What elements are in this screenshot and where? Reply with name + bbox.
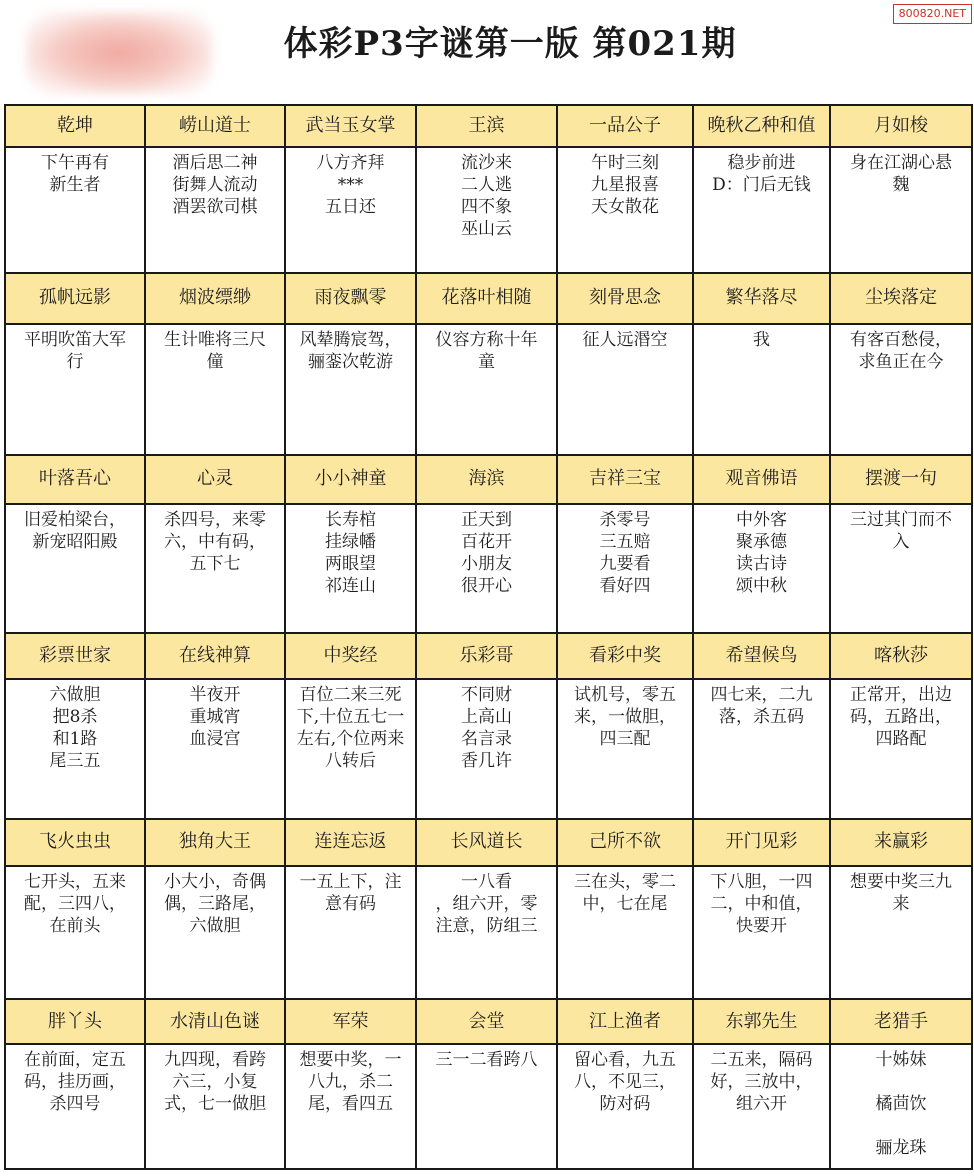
riddle-cell — [557, 147, 693, 272]
expert-name-cell: 老猎手 — [830, 999, 972, 1043]
riddle-cell — [416, 866, 557, 999]
riddle-text: 留心看，九五 八，不见三， 防对码 — [574, 1049, 676, 1114]
expert-name-cell: 飞火虫虫 — [5, 819, 145, 866]
riddle-cell — [285, 147, 416, 272]
expert-name-cell: 己所不欲 — [557, 819, 693, 866]
riddle-text: 不同财 上高山 名言录 香几许 — [461, 685, 512, 772]
expert-name-cell: 小小神童 — [285, 455, 416, 503]
riddle-text: 一五上下，注 意有码 — [299, 872, 402, 915]
riddle-text: 杀零号 三五赔 九要看 看好四 — [599, 509, 651, 596]
expert-name-cell: 摆渡一句 — [830, 455, 972, 503]
expert-name-cell: 晚秋乙种和值 — [693, 105, 830, 147]
riddle-text: 仪容方称十年 童 — [435, 330, 538, 373]
riddle-cell — [557, 324, 693, 455]
riddle-text: 小大小，奇偶 偶，三路尾， 六做胆 — [164, 872, 266, 937]
expert-name-cell: 江上渔者 — [557, 999, 693, 1043]
riddle-text: 风辇腾宸驾， 骊銮次乾游 — [299, 330, 402, 373]
riddle-text: 酒后思二神 街舞人流动 酒罢欲司棋 — [172, 153, 258, 218]
expert-name-cell: 军荣 — [285, 999, 416, 1043]
content-row — [5, 324, 972, 455]
riddle-text: 平明吹笛大军 行 — [24, 330, 126, 373]
content-row — [5, 679, 972, 818]
riddle-text: 六做胆 把8杀 和1路 尾三五 — [49, 685, 101, 772]
expert-name-cell: 独角大王 — [145, 819, 285, 866]
expert-name-cell: 刻骨思念 — [557, 273, 693, 324]
expert-name-cell: 来赢彩 — [830, 819, 972, 866]
page-header — [0, 0, 974, 100]
riddle-text: 试机号，零五 来，一做胆， 四三配 — [574, 685, 676, 750]
expert-name-cell: 武当玉女掌 — [285, 105, 416, 147]
expert-name-cell: 开门见彩 — [693, 819, 830, 866]
riddle-text: 正天到 百花开 小朋友 很开心 — [461, 509, 512, 596]
content-row — [5, 504, 972, 633]
riddle-text: 稳步前进 D：门后无钱 — [712, 153, 811, 196]
riddle-text: 正常开，出边 码，五路出， 四路配 — [850, 685, 952, 750]
riddle-text: 在前面，定五 码，挂历画， 杀四号 — [24, 1049, 126, 1114]
riddle-grid — [4, 104, 973, 1170]
riddle-cell — [830, 866, 972, 999]
expert-name-cell: 连连忘返 — [285, 819, 416, 866]
header-row — [5, 999, 972, 1043]
riddle-cell — [285, 679, 416, 818]
expert-name-cell: 乐彩哥 — [416, 633, 557, 679]
riddle-cell — [5, 1044, 145, 1169]
riddle-text: 一八看 ，组六开，零 注意，防组三 — [435, 872, 538, 937]
header-row — [5, 273, 972, 324]
riddle-cell — [145, 866, 285, 999]
riddle-text: 半夜开 重城宵 血浸宫 — [189, 685, 241, 750]
riddle-cell — [145, 504, 285, 633]
riddle-text: 长寿棺 挂绿幡 两眼望 祁连山 — [325, 509, 376, 596]
expert-name-cell: 尘埃落定 — [830, 273, 972, 324]
expert-name-cell: 希望候鸟 — [693, 633, 830, 679]
riddle-text: 征人远湣空 — [582, 330, 668, 351]
riddle-cell — [145, 1044, 285, 1169]
riddle-cell — [693, 324, 830, 455]
expert-name-cell: 海滨 — [416, 455, 557, 503]
riddle-text: 有客百愁侵， 求鱼正在今 — [850, 330, 952, 373]
riddle-cell — [557, 866, 693, 999]
riddle-text: 三一二看跨八 — [435, 1049, 538, 1070]
riddle-cell — [693, 1044, 830, 1169]
riddle-text: 生计唯将三尺 僮 — [164, 330, 266, 373]
expert-name-cell: 烟波缥缈 — [145, 273, 285, 324]
riddle-text: 杀四号，来零 六，中有码， 五下七 — [164, 509, 266, 574]
expert-name-cell: 长风道长 — [416, 819, 557, 866]
riddle-cell — [285, 324, 416, 455]
expert-name-cell: 在线神算 — [145, 633, 285, 679]
riddle-text: 四七来，二九 落，杀五码 — [710, 685, 813, 728]
riddle-text: 九四现，看跨 六三，小复 式，七一做胆 — [164, 1049, 266, 1114]
expert-name-cell: 心灵 — [145, 455, 285, 503]
riddle-cell — [557, 679, 693, 818]
site-watermark-badge: 800820.NET — [893, 4, 972, 24]
page-title: 体彩P3字谜第一版 第021期 — [283, 24, 737, 64]
riddle-cell — [416, 147, 557, 272]
expert-name-cell: 东郭先生 — [693, 999, 830, 1043]
expert-name-cell: 胖丫头 — [5, 999, 145, 1043]
riddle-cell — [145, 679, 285, 818]
riddle-cell — [145, 324, 285, 455]
expert-name-cell: 崂山道士 — [145, 105, 285, 147]
riddle-cell — [285, 866, 416, 999]
riddle-text: 三在头，零二 中，七在尾 — [574, 872, 676, 915]
expert-name-cell: 花落叶相随 — [416, 273, 557, 324]
expert-name-cell: 繁华落尽 — [693, 273, 830, 324]
riddle-cell — [5, 147, 145, 272]
riddle-cell — [693, 504, 830, 633]
expert-name-cell: 王滨 — [416, 105, 557, 147]
header-row — [5, 633, 972, 679]
riddle-text: 中外客 聚承德 读古诗 颂中秋 — [736, 509, 787, 596]
content-row — [5, 147, 972, 272]
riddle-cell — [830, 147, 972, 272]
riddle-text: 旧爱柏梁台， 新宠昭阳殿 — [24, 509, 126, 552]
expert-name-cell: 孤帆远影 — [5, 273, 145, 324]
riddle-cell — [830, 1044, 972, 1169]
riddle-text: 午时三刻 九星报喜 天女散花 — [591, 153, 659, 218]
riddle-cell — [416, 1044, 557, 1169]
riddle-text: 身在江湖心悬 魏 — [850, 153, 952, 196]
riddle-text: 二五来，隔码 好，三放中， 组六开 — [710, 1049, 813, 1114]
expert-name-cell: 观音佛语 — [693, 455, 830, 503]
riddle-cell — [693, 679, 830, 818]
riddle-cell — [830, 504, 972, 633]
riddle-cell — [693, 866, 830, 999]
expert-name-cell: 叶落吾心 — [5, 455, 145, 503]
riddle-cell — [5, 679, 145, 818]
riddle-text: 七开头，五来 配，三四八， 在前头 — [24, 872, 126, 937]
header-row — [5, 105, 972, 147]
riddle-text: 八方齐拜 *** 五日还 — [316, 153, 385, 218]
riddle-cell — [5, 324, 145, 455]
expert-name-cell: 吉祥三宝 — [557, 455, 693, 503]
riddle-text: 流沙来 二人逃 四不象 巫山云 — [461, 153, 512, 240]
riddle-cell — [830, 679, 972, 818]
riddle-cell — [5, 504, 145, 633]
riddle-text: 我 — [753, 330, 770, 351]
expert-name-cell: 一品公子 — [557, 105, 693, 147]
content-row — [5, 866, 972, 999]
expert-name-cell: 水清山色谜 — [145, 999, 285, 1043]
expert-name-cell: 喀秋莎 — [830, 633, 972, 679]
riddle-cell — [145, 147, 285, 272]
riddle-cell — [5, 866, 145, 999]
riddle-text: 百位二来三死 下,十位五七一 左右,个位两来 八转后 — [296, 685, 405, 772]
expert-name-cell: 月如梭 — [830, 105, 972, 147]
riddle-cell — [285, 1044, 416, 1169]
riddle-text: 下午再有 新生者 — [41, 153, 109, 196]
riddle-text: 三过其门而不 入 — [850, 509, 952, 552]
header-row — [5, 819, 972, 866]
riddle-cell — [557, 1044, 693, 1169]
riddle-text: 想要中奖三九 来 — [850, 872, 952, 915]
riddle-cell — [557, 504, 693, 633]
expert-name-cell: 会堂 — [416, 999, 557, 1043]
riddle-cell — [693, 147, 830, 272]
riddle-cell — [416, 679, 557, 818]
riddle-cell — [285, 504, 416, 633]
expert-name-cell: 雨夜飘零 — [285, 273, 416, 324]
expert-name-cell: 中奖经 — [285, 633, 416, 679]
content-row — [5, 1044, 972, 1169]
expert-name-cell: 彩票世家 — [5, 633, 145, 679]
expert-name-cell: 看彩中奖 — [557, 633, 693, 679]
blurred-logo — [26, 12, 212, 94]
riddle-text: 想要中奖，一 八九，杀二 尾，看四五 — [299, 1049, 402, 1114]
riddle-cell — [416, 324, 557, 455]
riddle-text: 下八胆，一四 二，中和值， 快要开 — [710, 872, 813, 937]
header-row — [5, 455, 972, 503]
riddle-cell — [830, 324, 972, 455]
riddle-text: 十姊妹 橘茴饮 骊龙珠 — [875, 1049, 927, 1158]
riddle-cell — [416, 504, 557, 633]
expert-name-cell: 乾坤 — [5, 105, 145, 147]
